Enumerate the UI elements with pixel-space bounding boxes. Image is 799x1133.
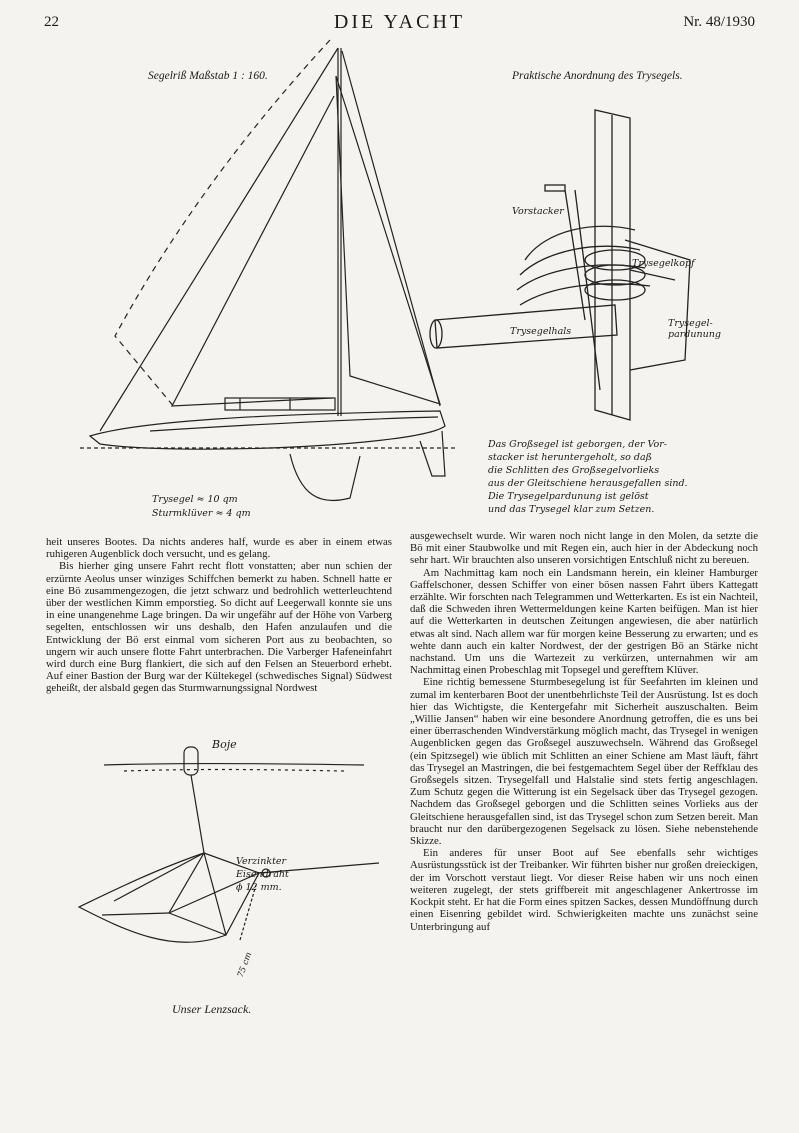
sail-area-label-2: Sturmklüver ≈ 4 qm (152, 508, 251, 519)
wire-label-3: ϕ 12 mm. (236, 882, 282, 893)
page-number: 22 (44, 14, 59, 30)
handwritten-annotation (488, 438, 788, 516)
annotation-line: aus der Gleitschiene herausgefallen sind. (488, 478, 688, 489)
journal-title: DIE YACHT (333, 11, 466, 33)
left-column (46, 536, 392, 695)
trysail-mast-sketch (425, 90, 755, 435)
wire-label-2: Eisendraht (236, 869, 289, 880)
annotation-line: Das Großsegel ist geborgen, der Vor- (488, 439, 668, 450)
annotation-line: und das Trysegel klar zum Setzen. (488, 504, 655, 515)
annotation-line: stacker ist heruntergeholt, so daß (488, 452, 653, 463)
right-column (410, 530, 758, 933)
sail-area-label-1: Trysegel ≈ 10 qm (152, 494, 238, 505)
annotation-line: die Schlitten des Großsegelvorlieks (488, 465, 660, 476)
paragraph: ausgewechselt wurde. Wir waren noch nicht lange in den Molen, da setzte die Bö mit einer Staubwolke und mit Regen ein, auch hier in der Abdeckung noch sehr hart. Wir brauchten also unseren vorsichtigen Entschluß nicht zu bereuen. (410, 530, 758, 567)
annotation-line: Die Trysegelpardunung ist gelöst (488, 491, 649, 502)
trysail-head-label: Trysegelkopf (632, 258, 695, 269)
paragraph: heit unseres Bootes. Da nichts anderes half, wurde es aber in einem etwas ruhigeren Augenblick doch versucht, und es gelang. (46, 536, 392, 561)
issue-number: Nr. 48/1930 (683, 14, 755, 30)
sea-anchor-caption: Unser Lenzsack. (172, 1002, 252, 1016)
sail-plan-caption: Segelriß Maßstab 1 : 160. (148, 70, 268, 82)
sail-plan-drawing (60, 36, 470, 526)
paragraph: Bis hierher ging unsere Fahrt recht flott vonstatten; aber nun schien der erzürnte Aeolus unser winziges Schiffchen bemerkt zu haben. Schnell hatte er eine Bö zusammengezogen, die jetzt schwarz und bedrohlich wetterleuchtend über der westlichen Kimm emporstieg. So dicht auf Leegerwall konnte sie uns in eine unangenehme Lage bringen. Da wir ungefähr auf der Höhe von Varberg segelten, entschlossen wir uns deshalb, den Hafen anzulaufen und die Entwicklung der Bö erst einmal vom sicheren Port aus zu beobachten, so ungern wir auch unsere flotte Fahrt unterbrachen. Die Varberger Hafeneinfahrt wird durch eine Burg flankiert, die sich auf den Felsen an Steuerbord erhebt. Auf einer Bastion der Burg war der Kültekegel (schwedisches Signal) Südwest geheißt, der alsbald gegen das Sturmwarnungssignal Nordwest (46, 560, 392, 695)
dimension-label: 75 cm (235, 950, 255, 980)
sea-anchor-sketch (44, 735, 384, 1000)
paragraph: Eine richtig bemessene Sturmbesegelung ist für Seefahrten im kleinen und zumal im kenterbaren Boot der unentbehrlichste Teil der Ausrüstung. Ist es doch hier das Wichtigste, die Kentergefahr mit Sicherheit auszuschalten. Beim „Willie Jansen“ haben wir eine besondere Anordnung getroffen, die es uns bei einer überraschenden Windverstärkung möglich macht, das Trysegel in wenigen Augenblicken gegen das Großsegel auszuwechseln. Während das Großsegel (ein Spitzsegel) wie üblich mit Schlitten an einer Schiene am Mast läuft, fährt das Trysegel an Mastringen, die bei festgemachtem Segel über der Reffklau des Großsegels sitzen. Trysegelfall und Halstalie sind stets fertig angeschlagen. Zum Schutz gegen die Witterung ist ein Segelsack über das Trysegel gezogen. Nachdem das Großsegel geborgen und die Schlitten seines Vorlieks aus der Gleitschiene herausgefallen sind, ist das Trysegel schon zum Setzen bereit. Man braucht nur den darübergezogenen Segelsack zu lösen. Siehe nebenstehende Skizze. (410, 676, 758, 848)
trysail-caption: Praktische Anordnung des Trysegels. (512, 70, 683, 82)
trysail-tack-label: Trysegelhals (510, 326, 572, 337)
vorstacker-label: Vorstacker (512, 206, 564, 217)
paragraph: Ein anderes für unser Boot auf See ebenfalls sehr wichtiges Ausrüstungsstück ist der Treibanker. Wir führten bisher nur großen dreieckigen, der im Vorschott verstaut liegt. Vor dieser Reise haben wir uns noch einen weiteren zugelegt, der stets griffbereit mit angeschlagener Ankertrosse im Kockpit steht. Er hat die Form eines spitzen Sackes, dessen Mundöffnung durch einen Eisenring gebildet wird. Schwierigkeiten machte uns zunächst seine Unterbringung auf (410, 847, 758, 933)
paragraph: Am Nachmittag kam noch ein Landsmann herein, ein kleiner Hamburger Gaffelschoner, dessen Schiffer von einer bösen nassen Fahrt übers Kattegatt erzählte. Wir forschten nach Telegrammen und Wetterkarten. Es ist ein Nachteil, daß die Schweden ihren Wettermeldungen keine Karten beifügen. Man ist hier auf die Wetterkarten in deutschen Zeitungen angewiesen, die aber natürlich etwas alt sind. Nach allem war für morgen keine Besserung zu erwarten; und es wehte dann auch ein kalter Nordwest, der der gestrigen Bö an Stärke nicht nachstand. Um uns die Wartezeit zu verkürzen, unternahmen wir am Nachmittag einen Probeschlag mit Topsegel und gerefftem Klüver. (410, 566, 758, 677)
trysail-sheet-label: Trysegel-pardunung (668, 318, 721, 340)
buoy-label: Boje (212, 738, 237, 751)
wire-label-1: Verzinkter (236, 856, 287, 867)
